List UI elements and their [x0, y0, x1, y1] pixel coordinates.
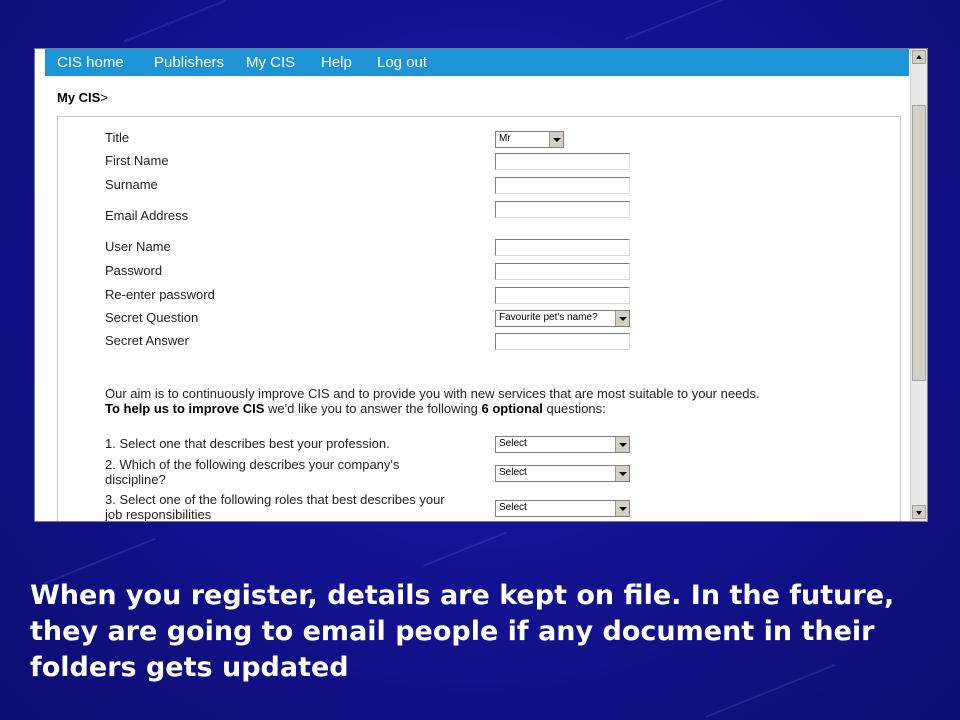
- breadcrumb-label[interactable]: My CIS: [57, 90, 101, 105]
- nav-publishers[interactable]: Publishers: [154, 54, 225, 71]
- question-2-label-line1: 2. Which of the following describes your company's: [105, 457, 400, 472]
- surname-label: Surname: [105, 177, 158, 192]
- intro-mid: we'd like you to answer the following: [264, 401, 482, 416]
- intro-emphasis: To help us to improve CIS: [105, 401, 265, 416]
- slide-caption: When you register, details are kept on file. In the future, they are going to email people if any document in their folders gets updated: [30, 580, 895, 683]
- question-3-label-line1: 3. Select one of the following roles that best describes your: [105, 492, 445, 507]
- question-3-select[interactable]: [495, 500, 630, 517]
- reenter-password-input[interactable]: [495, 287, 630, 304]
- email-input[interactable]: [495, 201, 630, 218]
- email-label: Email Address: [105, 208, 189, 223]
- chevron-down-icon: [615, 501, 629, 516]
- title-select[interactable]: [495, 131, 564, 148]
- reenter-password-label: Re-enter password: [105, 287, 215, 302]
- intro-line-2: [105, 401, 606, 416]
- nav-cis-home[interactable]: CIS home: [57, 54, 124, 71]
- nav-my-cis[interactable]: My CIS: [246, 54, 296, 71]
- secret-answer-label: Secret Answer: [105, 333, 189, 348]
- background-streak: [124, 0, 227, 43]
- question-3-value: Select: [499, 502, 527, 513]
- scrollbar-thumb[interactable]: [912, 105, 926, 381]
- question-1-value: Select: [499, 438, 527, 449]
- intro-line-1: Our aim is to continuously improve CIS and to provide you with new services that are most suitable to your needs.: [105, 386, 760, 401]
- chevron-down-icon: [615, 437, 629, 452]
- chevron-down-icon: [615, 466, 629, 481]
- secret-question-value: Favourite pet's name?: [499, 312, 598, 323]
- password-input[interactable]: [495, 263, 630, 280]
- question-2-label-line2: discipline?: [105, 472, 166, 487]
- scroll-up-arrow-icon[interactable]: [912, 50, 926, 64]
- nav-help[interactable]: Help: [321, 54, 352, 71]
- browser-screenshot: [34, 48, 928, 522]
- top-navigation: [45, 49, 909, 76]
- question-2-select[interactable]: [495, 465, 630, 482]
- question-1-select[interactable]: [495, 436, 630, 453]
- surname-input[interactable]: [495, 177, 630, 194]
- background-streak: [624, 0, 745, 40]
- title-label: Title: [105, 130, 130, 145]
- question-2-value: Select: [499, 467, 527, 478]
- user-name-input[interactable]: [495, 239, 630, 256]
- title-select-value: Mr: [499, 133, 511, 144]
- intro-count: 6 optional: [481, 401, 543, 416]
- breadcrumb: [57, 90, 108, 105]
- breadcrumb-separator: >: [100, 90, 108, 105]
- background-streak: [423, 531, 507, 567]
- registration-form: [57, 116, 901, 521]
- question-3-label-line2: job responsibilities: [105, 507, 212, 521]
- secret-answer-input[interactable]: [495, 333, 630, 350]
- first-name-label: First Name: [105, 153, 169, 168]
- secret-question-label: Secret Question: [105, 310, 199, 325]
- scroll-down-arrow-icon[interactable]: [912, 505, 926, 519]
- page-content: [35, 49, 910, 521]
- question-1-label: 1. Select one that describes best your profession.: [105, 436, 390, 451]
- secret-question-select[interactable]: [495, 310, 630, 327]
- user-name-label: User Name: [105, 239, 171, 254]
- intro-end: questions:: [542, 401, 606, 416]
- password-label: Password: [105, 263, 163, 278]
- vertical-scrollbar[interactable]: [910, 49, 927, 521]
- chevron-down-icon: [549, 132, 563, 147]
- chevron-down-icon: [615, 311, 629, 326]
- first-name-input[interactable]: [495, 153, 630, 170]
- nav-log-out[interactable]: Log out: [377, 54, 428, 71]
